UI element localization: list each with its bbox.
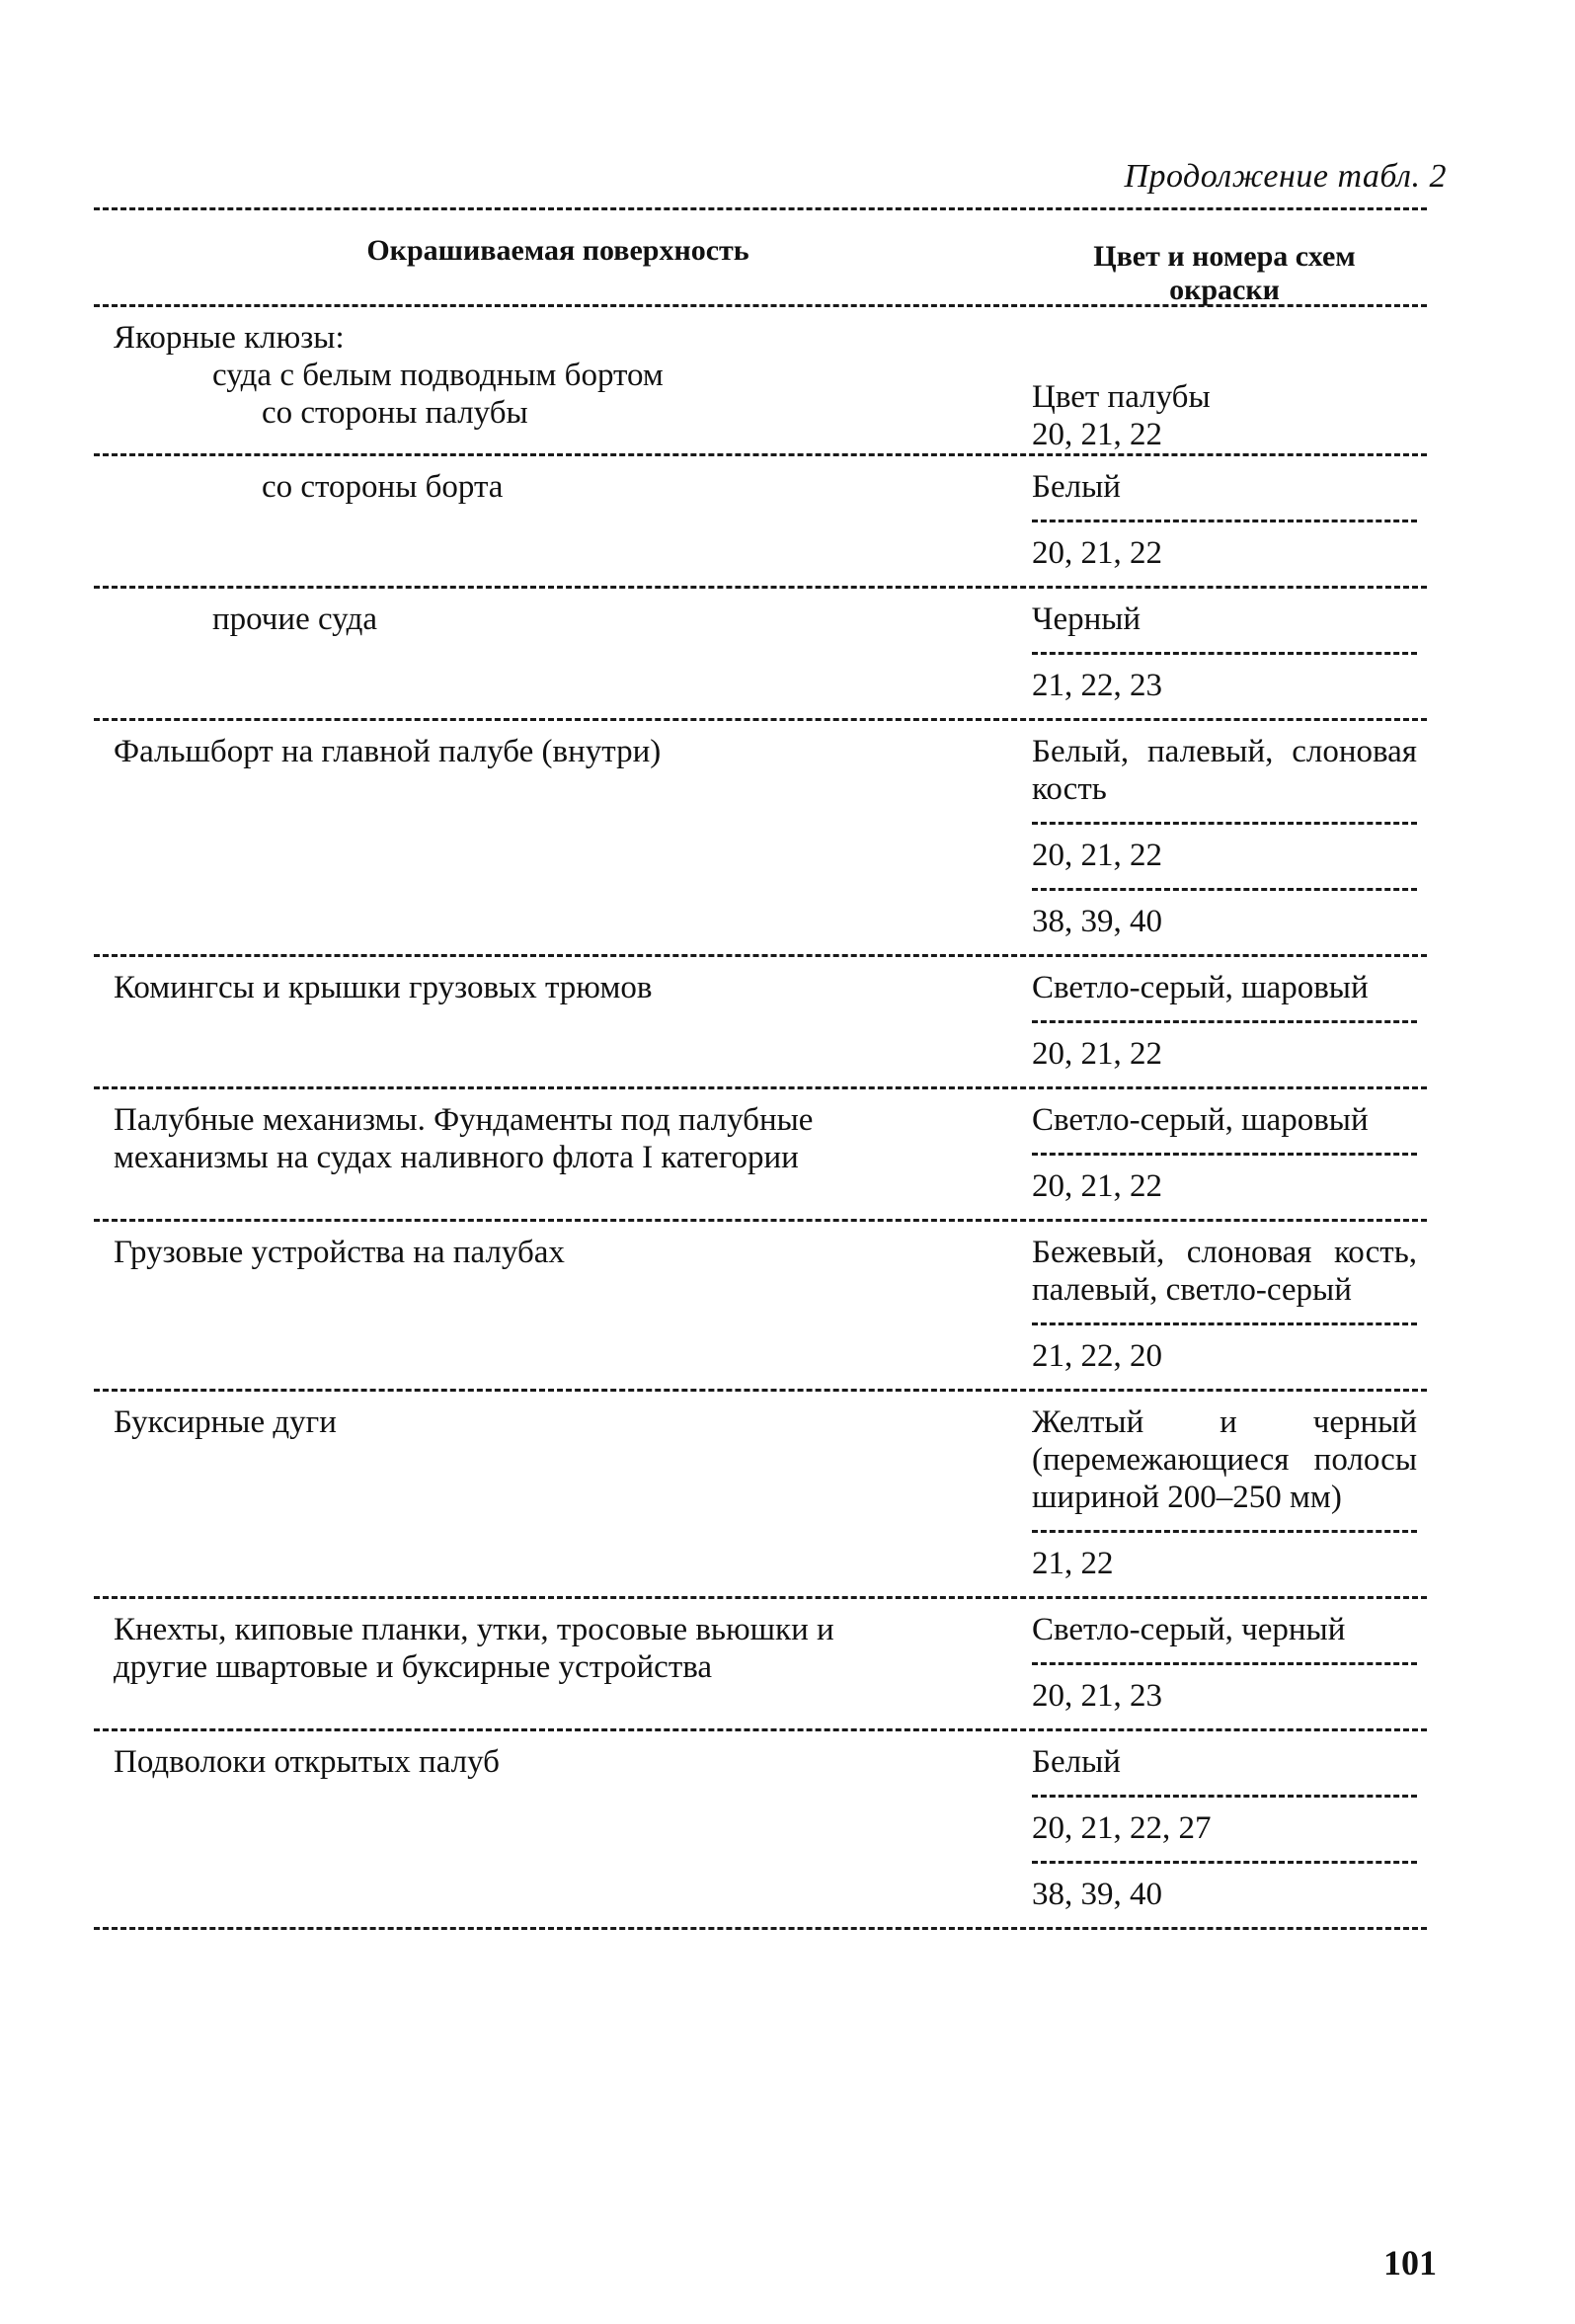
table-row bbox=[94, 589, 1427, 718]
paint-table bbox=[94, 207, 1427, 1930]
table-row bbox=[94, 307, 1427, 453]
color-cell bbox=[1022, 721, 1427, 954]
surface-text: Якорные клюзы: bbox=[114, 320, 345, 356]
scheme-numbers: 20, 21, 22 bbox=[1032, 838, 1162, 873]
surface-text: со стороны палубы bbox=[262, 395, 528, 431]
surface-text: Буксирные дуги bbox=[114, 1404, 337, 1440]
header-color-line1: Цвет и номера схем bbox=[1093, 240, 1356, 273]
surface-cell bbox=[94, 307, 1022, 453]
surface-text: Кнехты, киповые планки, утки, тросовые вьюшки и другие швартовые и буксирные устройства bbox=[114, 1612, 834, 1685]
header-surface: Окрашиваемая поверхность bbox=[366, 234, 749, 267]
color-cell bbox=[1022, 307, 1427, 453]
color-cell bbox=[1022, 456, 1427, 586]
scheme-numbers: 20, 21, 22 bbox=[1032, 417, 1162, 452]
surface-cell bbox=[94, 1089, 1022, 1219]
scheme-numbers: 20, 21, 22 bbox=[1032, 1036, 1162, 1072]
surface-cell bbox=[94, 456, 1022, 586]
color-name: Белый, палевый, слоновая кость bbox=[1032, 734, 1417, 807]
header-color-line2: окраски bbox=[1169, 274, 1280, 306]
surface-cell bbox=[94, 589, 1022, 718]
surface-text: Палубные механизмы. Фундаменты под палубные механизмы на судах наливного флота I категории bbox=[114, 1102, 814, 1175]
scheme-numbers: 20, 21, 22 bbox=[1032, 535, 1162, 571]
color-name: Цвет палубы bbox=[1032, 379, 1211, 415]
scheme-numbers: 21, 22 bbox=[1032, 1546, 1114, 1581]
color-cell bbox=[1022, 1599, 1427, 1728]
color-cell bbox=[1022, 1392, 1427, 1596]
table-row bbox=[94, 1731, 1427, 1927]
color-cell bbox=[1022, 1089, 1427, 1219]
color-cell bbox=[1022, 1731, 1427, 1927]
table-row bbox=[94, 721, 1427, 954]
color-name: Светло-серый, шаровый bbox=[1032, 970, 1369, 1005]
surface-cell bbox=[94, 957, 1022, 1086]
surface-text: суда с белым подводным бортом bbox=[212, 358, 664, 393]
table-row bbox=[94, 1392, 1427, 1596]
scheme-numbers: 20, 21, 22, 27 bbox=[1032, 1810, 1212, 1846]
scheme-numbers: 38, 39, 40 bbox=[1032, 1877, 1162, 1912]
surface-cell bbox=[94, 1599, 1022, 1728]
surface-cell bbox=[94, 721, 1022, 954]
color-name: Светло-серый, черный bbox=[1032, 1612, 1346, 1647]
scheme-numbers: 21, 22, 23 bbox=[1032, 668, 1162, 703]
table-row bbox=[94, 1089, 1427, 1219]
table-row bbox=[94, 456, 1427, 586]
surface-text: Комингсы и крышки грузовых трюмов bbox=[114, 970, 653, 1005]
color-name: Бежевый, слоновая кость, палевый, светло-серый bbox=[1032, 1235, 1417, 1308]
color-cell bbox=[1022, 957, 1427, 1086]
color-cell bbox=[1022, 1222, 1427, 1389]
color-name: Желтый и черный (перемежающиеся полосы шириной 200–250 мм) bbox=[1032, 1404, 1417, 1515]
table-row bbox=[94, 957, 1427, 1086]
color-name: Черный bbox=[1032, 601, 1142, 637]
surface-text: прочие суда bbox=[212, 601, 378, 637]
surface-cell bbox=[94, 1392, 1022, 1596]
surface-text: Фальшборт на главной палубе (внутри) bbox=[114, 734, 662, 769]
surface-cell bbox=[94, 1731, 1022, 1927]
table-caption: Продолжение табл. 2 bbox=[1124, 158, 1447, 195]
color-name: Белый bbox=[1032, 469, 1121, 505]
color-cell bbox=[1022, 589, 1427, 718]
color-name: Светло-серый, шаровый bbox=[1032, 1102, 1369, 1138]
color-name: Белый bbox=[1032, 1744, 1121, 1780]
scheme-numbers: 21, 22, 20 bbox=[1032, 1338, 1162, 1374]
table-row bbox=[94, 1222, 1427, 1389]
table-header bbox=[94, 210, 1427, 304]
surface-text: Подволоки открытых палуб bbox=[114, 1744, 500, 1780]
scheme-numbers: 20, 21, 22 bbox=[1032, 1168, 1162, 1204]
page-number: 101 bbox=[1383, 2243, 1437, 2283]
surface-text: со стороны борта bbox=[262, 469, 504, 505]
table-row bbox=[94, 1599, 1427, 1728]
scheme-numbers: 20, 21, 23 bbox=[1032, 1678, 1162, 1714]
color-text bbox=[1022, 366, 1427, 467]
surface-cell bbox=[94, 1222, 1022, 1389]
scheme-numbers: 38, 39, 40 bbox=[1032, 904, 1162, 939]
table-bottom-rule bbox=[94, 1927, 1427, 1930]
surface-text: Грузовые устройства на палубах bbox=[114, 1235, 565, 1270]
header-color-schemes bbox=[1022, 210, 1427, 304]
